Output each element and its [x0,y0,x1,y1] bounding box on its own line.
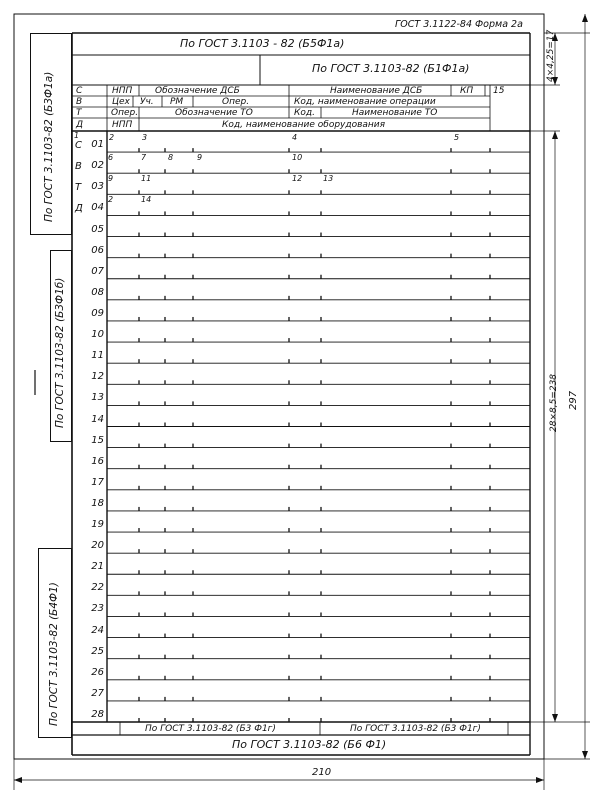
row-number: 04 [91,202,104,214]
header-v-section: Уч. [140,97,154,107]
field-marker: 9 [197,153,203,162]
field-marker: 3 [142,133,148,142]
row-number: 16 [91,455,104,467]
dimension-height: 297 [568,390,579,410]
row-number: 20 [91,540,104,552]
dimension-width: 210 [312,767,332,778]
row-number: 03 [91,181,104,193]
top-title: По ГОСТ 3.1103 - 82 (Б5Ф1а) [180,37,345,50]
field-marker: 6 [108,153,114,162]
row-number: 26 [91,666,104,678]
right-title: По ГОСТ 3.1103-82 (Б1Ф1а) [312,62,470,75]
field-marker: 11 [141,174,152,183]
row-number: 18 [91,497,104,509]
field-marker: 8 [168,153,174,162]
side-label-upper: По ГОСТ 3.1103-82 (Б3Ф1а) [43,71,55,222]
header-t-to-code: Обозначение ТО [175,108,253,118]
field-marker: 10 [292,153,303,162]
row-number: 08 [91,286,104,298]
bottom-right-title: По ГОСТ 3.1103-82 (Б3 Ф1г) [350,724,481,734]
header-letter-t: Т [76,108,82,118]
header-s-npp: НПП [112,86,133,96]
row-letter: С [75,140,82,152]
row-number: 02 [91,160,104,172]
header-t-operation: Опер. [111,108,139,118]
row-number: 14 [91,413,104,425]
row-number: 01 [91,139,104,151]
header-v-workplace: РМ [170,97,184,107]
field-marker: 2 [109,133,115,142]
header-s-marker: 15 [493,86,505,96]
row-number: 28 [91,709,104,720]
row-number: 06 [91,244,104,256]
row-number: 21 [91,561,104,573]
row-number: 17 [91,476,104,488]
header-v-operation: Опер. [222,97,250,107]
header-s-dsb-code: Обозначение ДСБ [155,86,240,96]
row-number: 05 [91,223,104,235]
field-marker: 12 [292,174,303,183]
header-s-kp: КП [460,86,474,96]
row-number: 13 [91,392,104,404]
row-number: 24 [91,624,104,636]
field-marker: 2 [108,195,114,204]
field-marker: 7 [141,153,147,162]
row-number: 09 [91,307,104,319]
header-letter-v: В [76,97,83,107]
field-marker: 14 [141,195,152,204]
field-marker: 13 [323,174,334,183]
field-marker: 9 [108,174,114,183]
row-letter: В [75,161,82,173]
bottom-left-title: По ГОСТ 3.1103-82 (Б3 Ф1г) [145,724,276,734]
header-t-code: Код. [294,108,315,118]
header-v-operation-name: Код, наименование операции [294,97,436,107]
header-t-to-name: Наименование ТО [352,108,438,118]
row-number: 22 [91,582,104,594]
row-number: 10 [91,329,104,341]
row-number: 27 [91,687,104,699]
header-letter-d: Д [76,120,84,130]
row-number: 23 [91,603,104,615]
side-label-lower: По ГОСТ 3.1103-82 (Б4Ф1) [48,582,60,726]
row-number: 25 [91,645,104,657]
row-number: 15 [91,434,104,446]
row-letter: Т [75,182,82,194]
field-marker: 5 [454,133,460,142]
dimension-rows-block: 28×8,5=238 [549,373,559,432]
header-d-npp: НПП [112,120,133,130]
row-letter: Д [75,203,83,215]
dimension-header-block: 4×4,25=17 [546,29,556,82]
row-number: 11 [91,350,104,362]
row-number: 19 [91,519,104,531]
footer-title: По ГОСТ 3.1103-82 (Б6 Ф1) [232,738,387,751]
form-header-ref: ГОСТ 3.1122-84 Форма 2а [395,19,523,30]
header-d-equipment: Код, наименование оборудования [222,120,386,130]
header-s-dsb-name: Наименование ДСБ [330,86,423,96]
row-number: 12 [91,371,104,383]
field-marker: 1 [74,131,80,140]
row-number: 07 [91,265,104,277]
side-label-middle: По ГОСТ 3.1103-82 (Б3Ф1б) [54,277,66,428]
header-v-workshop: Цех [112,97,130,107]
field-marker: 4 [292,133,298,142]
header-letter-s: С [76,86,83,96]
